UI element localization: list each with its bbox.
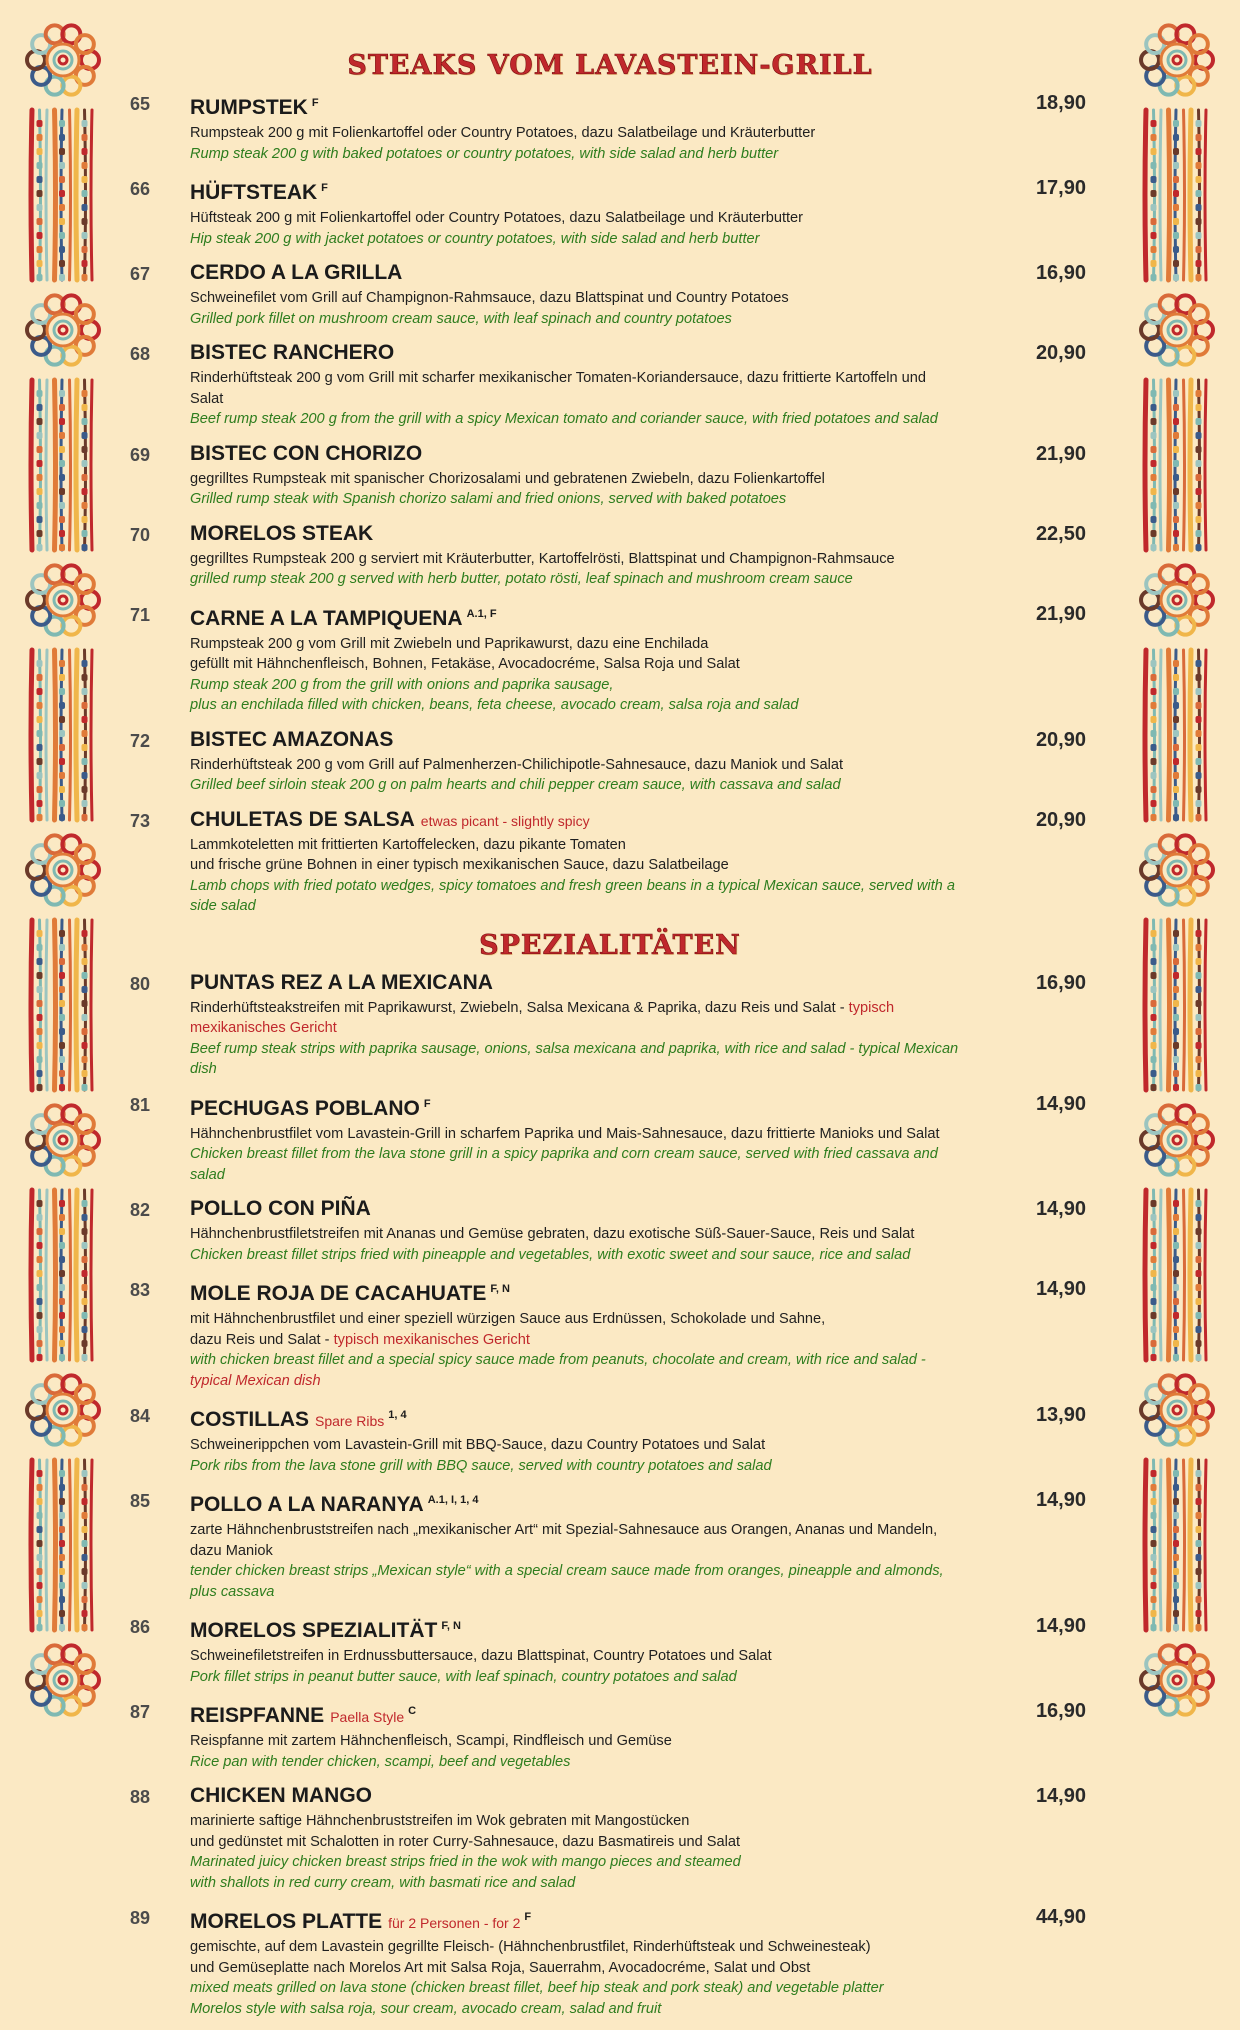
allergen-codes: A.1, I, 1, 4 — [427, 1494, 479, 1506]
description-german-text: Hähnchenbrustfiletstreifen mit Ananas und Gemüse gebraten, dazu exotische Süß-Sauer-Sauce, Reis und Salat — [190, 1226, 915, 1242]
stripe-ornament-icon — [1145, 1190, 1206, 1361]
description-german-text: Rumpsteak 200 g mit Folienkartoffel oder Country Potatoes, dazu Salatbeilage und Kräuterbutter — [190, 125, 816, 141]
flower-ornament-icon — [27, 565, 99, 634]
description-german-text: zarte Hähnchenbruststreifen nach „mexikanischer Art“ mit Spezial-Sahnesauce aus Orangen, Ananas und Mandeln, dazu Maniok — [190, 1522, 938, 1559]
description-german-text: und Gemüseplatte nach Morelos Art mit Salsa Roja, Sauerrahm, Avocadocréme, Salat und Obst — [190, 1959, 811, 1976]
description-english-text: Lamb chops with fried potato wedges, spicy tomatoes and fresh green beans in a typical Mexican sauce, served with a side salad — [190, 877, 955, 914]
description-german — [190, 755, 960, 776]
item-name: CARNE A LA TAMPIQUENA — [190, 606, 463, 630]
item-price: 21,90 — [1035, 602, 1086, 625]
description-german — [190, 1224, 960, 1245]
item-price: 18,90 — [1035, 92, 1086, 114]
description-english-text: Rice pan with tender chicken, scampi, beef and vegetables — [190, 1753, 571, 1770]
item-number: 82 — [130, 1200, 151, 1220]
allergen-codes: 1, 4 — [388, 1409, 407, 1421]
menu-item — [130, 601, 1090, 716]
description-english — [190, 1978, 960, 1999]
description-german — [190, 855, 960, 876]
description-german-text: marinierte saftige Hähnchenbruststreifen im Wok gebraten mit Mangostücken — [190, 1813, 690, 1829]
stripe-ornament-icon — [1145, 920, 1206, 1091]
description-german-text: Schweinefiletstreifen in Erdnussbuttersauce, dazu Blattspinat, Country Potatoes und Salat — [190, 1648, 772, 1664]
item-body — [190, 727, 1090, 796]
description-german-text: Reispfanne mit zartem Hähnchenfleisch, Scampi, Rindfleisch und Gemüse — [190, 1733, 672, 1749]
description-english-text: Chicken breast fillet strips fried with pineapple and vegetables, with exotic sweet and sour sauce, rice and salad — [190, 1246, 911, 1263]
description-english-text: Beef rump steak strips with paprika sausage, onions, salsa mexicana and paprika, with rice and salad - typical Mexican dish — [190, 1040, 959, 1077]
stripe-ornament-icon — [31, 1190, 92, 1361]
description-english — [190, 1667, 960, 1688]
item-name: POLLO CON PIÑA — [190, 1197, 371, 1220]
allergen-codes: F — [311, 97, 319, 109]
description-english — [190, 1456, 960, 1477]
item-title-line — [190, 521, 960, 549]
item-name: BISTEC RANCHERO — [190, 341, 395, 364]
item-number: 89 — [130, 1908, 151, 1928]
description-german — [190, 1124, 960, 1145]
flower-ornament-icon — [1141, 1105, 1213, 1174]
description-german-text: Hähnchenbrustfilet vom Lavastein-Grill in scharfem Paprika und Mais-Sahnesauce, dazu frittierte Manioks und Salat — [190, 1125, 940, 1142]
description-english — [190, 229, 960, 250]
item-number: 83 — [130, 1280, 151, 1300]
description-english — [190, 309, 960, 330]
menu-item — [130, 175, 1090, 249]
description-german — [190, 1646, 960, 1667]
item-name: POLLO A LA NARANYA — [190, 1493, 424, 1516]
description-english — [190, 1852, 960, 1873]
dish-note-red: typisch mexikanisches Gericht — [333, 1331, 530, 1348]
item-title-line — [190, 1613, 960, 1646]
description-german — [190, 208, 960, 229]
item-name: MORELOS PLATTE — [190, 1910, 383, 1933]
menu-item — [130, 1783, 1090, 1893]
item-title-line — [190, 727, 960, 755]
item-name: CHICKEN MANGO — [190, 1784, 372, 1807]
item-title-line — [190, 1904, 960, 1937]
menu-item — [130, 1487, 1090, 1602]
item-body — [190, 1402, 1090, 1476]
item-number: 87 — [130, 1702, 151, 1722]
description-german — [190, 1958, 960, 1979]
item-body — [190, 441, 1090, 510]
item-name: PUNTAS REZ A LA MEXICANA — [190, 970, 493, 994]
menu-item — [130, 1091, 1090, 1186]
description-german-text: Lammkoteletten mit frittierten Kartoffelecken, dazu pikante Tomaten — [190, 836, 626, 853]
flower-ornament-icon — [27, 835, 99, 904]
description-german — [190, 549, 960, 570]
item-number: 66 — [130, 179, 151, 199]
item-number: 67 — [130, 264, 151, 284]
item-body — [190, 1613, 1090, 1687]
description-english-text: Chicken breast fillet from the lava stone grill in a spicy paprika and corn cream sauce, served with fried cassava and salad — [190, 1146, 938, 1183]
description-german — [190, 288, 960, 309]
item-title-line — [190, 1487, 960, 1520]
item-note: etwas picant - slightly spicy — [420, 812, 590, 829]
item-name: PECHUGAS POBLANO — [190, 1096, 420, 1120]
item-name: BISTEC CON CHORIZO — [190, 441, 423, 465]
description-german-text: gemischte, auf dem Lavastein gegrillte Fleisch- (Hähnchenbrustfilet, Rinderhüftsteak und Schweinesteak) — [190, 1939, 871, 1955]
section-spezialitaeten — [130, 970, 1090, 2020]
menu-item — [130, 1402, 1090, 1476]
item-number: 73 — [130, 810, 151, 831]
item-title-line — [190, 970, 960, 998]
item-body — [190, 1904, 1090, 2019]
item-price: 20,90 — [1035, 342, 1086, 364]
description-english-text: with shallots in red curry cream, with basmati rice and salad — [190, 1874, 576, 1891]
item-title-line — [190, 1091, 960, 1124]
description-english — [190, 775, 960, 796]
menu-item — [130, 1276, 1090, 1391]
item-body — [190, 90, 1090, 164]
item-name: RUMPSTEK — [190, 96, 308, 119]
description-english — [190, 409, 960, 430]
item-name: HÜFTSTEAK — [190, 181, 318, 204]
description-english-text: Rump steak 200 g with baked potatoes or country potatoes, with side salad and herb butter — [190, 145, 779, 162]
flower-ornament-icon — [27, 1105, 99, 1174]
description-english — [190, 1144, 960, 1185]
item-body — [190, 1091, 1090, 1186]
stripe-ornament-icon — [1145, 110, 1206, 281]
description-english — [190, 569, 960, 590]
description-english-text: Beef rump steak 200 g from the grill with a spicy Mexican tomato and coriander sauce, with fried potatoes and salad — [190, 411, 938, 427]
menu-item — [130, 441, 1090, 510]
flower-ornament-icon — [1141, 295, 1213, 364]
item-name: MORELOS SPEZIALITÄT — [190, 1619, 438, 1642]
stripe-ornament-icon — [31, 380, 92, 551]
description-english — [190, 675, 960, 696]
description-german-text: und gedünstet mit Schalotten in roter Curry-Sahnesauce, dazu Basmatireis und Salat — [190, 1833, 741, 1850]
flower-ornament-icon — [27, 295, 99, 364]
item-price: 22,50 — [1035, 522, 1086, 545]
description-english-text: Hip steak 200 g with jacket potatoes or country potatoes, with side salad and herb butter — [190, 230, 760, 247]
item-title-line — [190, 1698, 960, 1731]
description-german — [190, 1832, 960, 1853]
description-english-text: plus an enchilada filled with chicken, beans, feta cheese, avocado cream, salsa roja and salad — [190, 697, 799, 713]
item-body — [190, 1196, 1090, 1265]
item-price: 44,90 — [1035, 1906, 1086, 1928]
item-name: CERDO A LA GRILLA — [190, 261, 403, 284]
item-price: 21,90 — [1035, 442, 1086, 465]
menu-page — [130, 48, 1090, 2030]
description-german — [190, 1811, 960, 1832]
stripe-ornament-icon — [31, 650, 92, 821]
item-body — [190, 1487, 1090, 1602]
description-german — [190, 1731, 960, 1752]
description-german-text: mit Hähnchenbrustfilet und einer speziell würzigen Sauce aus Erdnüssen, Schokolade und Sahne, — [190, 1311, 826, 1327]
flower-ornament-icon — [1141, 1375, 1213, 1444]
decorative-border-right — [1132, 20, 1222, 1740]
menu-item — [130, 340, 1090, 430]
dish-note-red: typisch mexikanisches Gericht — [190, 999, 895, 1036]
item-price: 14,90 — [1035, 1198, 1086, 1220]
description-english — [190, 876, 960, 917]
description-german — [190, 654, 960, 675]
description-english — [190, 1039, 960, 1080]
item-title-line — [190, 90, 960, 123]
flower-ornament-icon — [1141, 1645, 1213, 1714]
description-english — [190, 1245, 960, 1266]
description-german — [190, 634, 960, 655]
menu-item — [130, 90, 1090, 164]
stripe-ornament-icon — [1145, 650, 1206, 821]
item-number: 70 — [130, 524, 151, 545]
item-name: BISTEC AMAZONAS — [190, 727, 394, 751]
item-price: 14,90 — [1035, 1615, 1086, 1637]
item-body — [190, 807, 1090, 917]
description-english-text: Marinated juicy chicken breast strips fried in the wok with mango pieces and steamed — [190, 1854, 741, 1870]
decorative-border-left — [18, 20, 108, 1740]
section-title-steaks: STEAKS VOM LAVASTEIN-GRILL — [347, 50, 873, 81]
item-number: 71 — [130, 604, 151, 625]
description-german — [190, 1435, 960, 1456]
section-steaks — [130, 90, 1090, 917]
description-english-text: with chicken breast fillet and a special spicy sauce made from peanuts, chocolate and cream, with rice and salad - — [190, 1352, 926, 1368]
description-german — [190, 123, 960, 144]
allergen-codes: A.1, F — [466, 607, 497, 620]
item-name: MORELOS STEAK — [190, 521, 374, 545]
stripe-ornament-icon — [1145, 1460, 1206, 1631]
item-number: 72 — [130, 730, 151, 751]
item-name: REISPFANNE — [190, 1704, 325, 1727]
description-german-text: Hüftsteak 200 g mit Folienkartoffel oder Country Potatoes, dazu Salatbeilage und Kräuterbutter — [190, 210, 804, 226]
description-german-text: gegrilltes Rumpsteak 200 g serviert mit Kräuterbutter, Kartoffelrösti, Blattspinat und Champignon-Rahmsauce — [190, 550, 895, 567]
item-body — [190, 1698, 1090, 1772]
flower-ornament-icon — [27, 25, 99, 94]
item-note: Spare Ribs — [315, 1413, 385, 1429]
item-title-line — [190, 601, 960, 634]
description-german — [190, 998, 960, 1039]
flower-ornament-icon — [1141, 835, 1213, 904]
item-price: 14,90 — [1035, 1092, 1086, 1115]
item-body — [190, 970, 1090, 1080]
item-price: 17,90 — [1035, 177, 1086, 199]
stripe-ornament-icon — [31, 1460, 92, 1631]
item-note: Paella Style — [330, 1709, 405, 1725]
menu-item — [130, 1904, 1090, 2019]
description-german — [190, 1330, 960, 1351]
item-price: 14,90 — [1035, 1785, 1086, 1807]
item-price: 20,90 — [1035, 728, 1086, 751]
item-title-line — [190, 1196, 960, 1224]
description-german-text: gefüllt mit Hähnchenfleisch, Bohnen, Fetakäse, Avocadocréme, Salsa Roja und Salat — [190, 656, 740, 672]
flower-ornament-icon — [1141, 565, 1213, 634]
dish-note-red: typical Mexican dish — [190, 1372, 321, 1389]
description-german — [190, 1937, 960, 1958]
description-german-text: dazu Reis und Salat - — [190, 1331, 334, 1348]
item-body — [190, 260, 1090, 329]
description-english-text: Morelos style with salsa roja, sour cream, avocado cream, salad and fruit — [190, 2000, 662, 2017]
item-body — [190, 601, 1090, 716]
menu-item — [130, 727, 1090, 796]
allergen-codes: F — [321, 182, 328, 194]
description-english-text: Grilled pork fillet on mushroom cream sauce, with leaf spinach and country potatoes — [190, 310, 732, 327]
item-number: 69 — [130, 444, 151, 465]
item-number: 88 — [130, 1787, 151, 1807]
description-german-text: Rumpsteak 200 g vom Grill mit Zwiebeln und Paprikawurst, dazu eine Enchilada — [190, 635, 709, 652]
description-german-text: Rinderhüftsteak 200 g vom Grill mit scharfer mexikanischer Tomaten-Koriandersauce, dazu frittierte Kartoffeln und Salat — [190, 370, 926, 407]
description-english — [190, 1873, 960, 1894]
description-english-text: mixed meats grilled on lava stone (chicken breast fillet, beef hip steak and pork steak) and vegetable platter — [190, 1980, 884, 1996]
item-price: 16,90 — [1035, 971, 1086, 994]
description-german — [190, 469, 960, 490]
item-number: 81 — [130, 1094, 151, 1115]
allergen-codes: F, N — [490, 1283, 510, 1295]
description-english — [190, 144, 960, 165]
flower-ornament-icon — [27, 1645, 99, 1714]
allergen-codes: F — [524, 1911, 532, 1923]
description-german — [190, 1309, 960, 1330]
section-title-spezialitaeten: SPEZIALITÄTEN — [479, 929, 741, 961]
description-english — [190, 1999, 960, 2020]
item-title-line — [190, 1402, 960, 1435]
description-english-text: grilled rump steak 200 g served with herb butter, potato rösti, leaf spinach and mushroom cream sauce — [190, 571, 853, 587]
menu-item — [130, 521, 1090, 590]
menu-item — [130, 970, 1090, 1080]
item-title-line — [190, 807, 960, 835]
description-german — [190, 1520, 960, 1561]
item-body — [190, 1276, 1090, 1391]
description-english-text: Pork fillet strips in peanut butter sauce, with leaf spinach, country potatoes and salad — [190, 1668, 737, 1685]
menu-item — [130, 260, 1090, 329]
item-name: MOLE ROJA DE CACAHUATE — [190, 1282, 487, 1305]
description-german-text: Rinderhüftsteakstreifen mit Paprikawurst, Zwiebeln, Salsa Mexicana & Paprika, dazu Reis und Salat - — [190, 999, 849, 1016]
stripe-ornament-icon — [31, 110, 92, 281]
item-body — [190, 340, 1090, 430]
description-german — [190, 368, 960, 409]
allergen-codes: F, N — [441, 1620, 461, 1632]
description-german-text: und frische grüne Bohnen in einer typisch mexikanischen Sauce, dazu Salatbeilage — [190, 857, 729, 873]
allergen-codes: F — [423, 1097, 431, 1110]
item-price: 13,90 — [1035, 1404, 1086, 1426]
description-english — [190, 1350, 960, 1391]
description-english-text: tender chicken breast strips „Mexican style“ with a special cream sauce made from oranges, pineapple and almonds, plus cassava — [190, 1563, 944, 1600]
description-english — [190, 1561, 960, 1602]
item-number: 80 — [130, 973, 151, 994]
item-number: 68 — [130, 344, 151, 364]
item-note: für 2 Personen - for 2 — [388, 1915, 521, 1931]
stripe-ornament-icon — [31, 920, 92, 1091]
menu-item — [130, 1196, 1090, 1265]
flower-ornament-icon — [27, 1375, 99, 1444]
item-number: 86 — [130, 1617, 151, 1637]
item-number: 65 — [130, 94, 151, 114]
item-title-line — [190, 441, 960, 469]
item-body — [190, 1783, 1090, 1893]
item-number: 85 — [130, 1491, 151, 1511]
description-english-text: Grilled rump steak with Spanish chorizo salami and fried onions, served with baked potatoes — [190, 491, 787, 507]
description-english — [190, 489, 960, 510]
item-name: COSTILLAS — [190, 1408, 309, 1431]
menu-item — [130, 807, 1090, 917]
description-german — [190, 835, 960, 856]
description-german-text: Rinderhüftsteak 200 g vom Grill auf Palmenherzen-Chilichipotle-Sahnesauce, dazu Maniok und Salat — [190, 756, 844, 773]
description-german-text: gegrilltes Rumpsteak mit spanischer Chorizosalami und gebratenen Zwiebeln, dazu Folienkartoffel — [190, 470, 825, 487]
allergen-codes: C — [408, 1705, 417, 1717]
stripe-ornament-icon — [1145, 380, 1206, 551]
item-number: 84 — [130, 1406, 151, 1426]
item-name: CHULETAS DE SALSA — [190, 807, 415, 831]
item-title-line — [190, 1783, 960, 1811]
description-english-text: Pork ribs from the lava stone grill with BBQ sauce, served with country potatoes and salad — [190, 1457, 772, 1474]
description-english-text: Rump steak 200 g from the grill with onions and paprika sausage, — [190, 676, 614, 693]
item-title-line — [190, 260, 960, 288]
item-body — [190, 521, 1090, 590]
item-price: 14,90 — [1035, 1489, 1086, 1511]
description-german-text: Schweinerippchen vom Lavastein-Grill mit BBQ-Sauce, dazu Country Potatoes und Salat — [190, 1437, 766, 1453]
item-title-line — [190, 1276, 960, 1309]
item-price: 16,90 — [1035, 1700, 1086, 1722]
description-english-text: Grilled beef sirloin steak 200 g on palm hearts and chili pepper cream sauce, with cassava and salad — [190, 777, 841, 793]
item-title-line — [190, 340, 960, 368]
flower-ornament-icon — [1141, 25, 1213, 94]
item-price: 16,90 — [1035, 262, 1086, 284]
item-title-line — [190, 175, 960, 208]
description-english — [190, 1752, 960, 1773]
item-price: 20,90 — [1035, 808, 1086, 831]
item-price: 14,90 — [1035, 1278, 1086, 1300]
item-body — [190, 175, 1090, 249]
description-english — [190, 695, 960, 716]
menu-item — [130, 1613, 1090, 1687]
menu-item — [130, 1698, 1090, 1772]
description-german-text: Schweinefilet vom Grill auf Champignon-Rahmsauce, dazu Blattspinat und Country Potatoes — [190, 290, 789, 306]
